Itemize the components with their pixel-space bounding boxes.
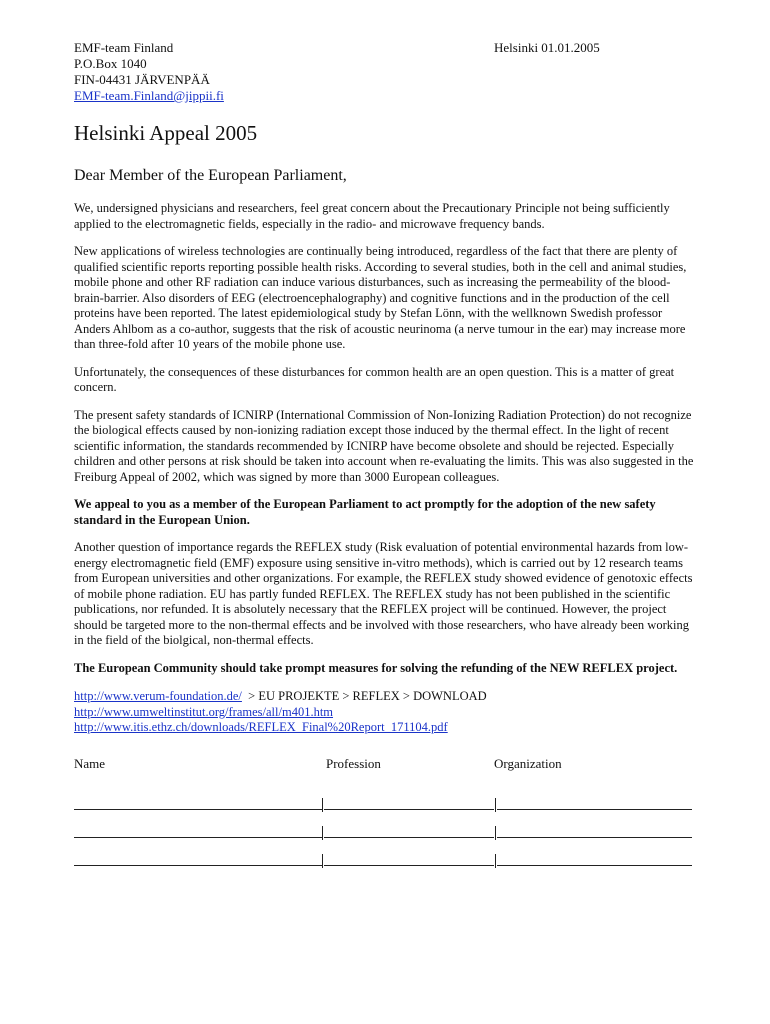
separator [322, 854, 323, 868]
paragraph-concern: We, undersigned physicians and researchers, feel great concern about the Precautionary Principle not being sufficiently applied to the electromagnetic fields, especially in the radio- and microwave frequency bands. [74, 201, 670, 231]
page-title: Helsinki Appeal 2005 [74, 121, 258, 145]
paragraph-wireless: New applications of wireless technologies are continually being introduced, regardless of the fact that there are plenty of qualified scientific reports reporting possible health risks. According to several studies, both in the cell and animal studies, mobile phone and other RF radiation can induce various disturbances, such as increasing the permeability of the blood-brain-barrier. Also disorders of EEG (electroencephalography) and cognitive functions and in the production of the cell proteins have been reported. The latest epidemiological study by Stefan Lönn, with the wellknown Swedish professor Anders Ahlbom as a co-author, suggests that the risk of acoustic neurinoma (a nerve tumour in the ear) may increase more than three-fold after 10 years of the mobile phone use. [74, 244, 687, 351]
separator [322, 826, 323, 840]
column-name: Name [74, 755, 106, 771]
sender-name: EMF-team Finland [74, 40, 174, 55]
verum-path: > EU PROJEKTE > REFLEX > DOWNLOAD [241, 689, 487, 703]
organization-line[interactable] [497, 836, 692, 838]
profession-line[interactable] [324, 864, 494, 866]
name-line[interactable] [74, 864, 322, 866]
umweltinstitut-link[interactable]: http://www.umweltinstitut.org/frames/all/m401.htm [74, 704, 334, 719]
column-profession: Profession [326, 755, 381, 771]
reference-line-2 [74, 705, 700, 721]
reference-line-1 [74, 689, 700, 705]
separator [322, 798, 323, 812]
separator [495, 798, 496, 812]
signature-row[interactable] [74, 790, 700, 810]
separator [495, 826, 496, 840]
paragraph-icnirp: The present safety standards of ICNIRP (International Commission of Non-Ionizing Radiation Protection) do not recognize the biological effects caused by non-ionizing radiation except those induced by the thermal effect. In the light of recent scientific information, the standards recommended by ICNIRP have become obsolete and should be rejected. Especially children and other persons at risk should be taken into account when re-evaluating the limits. This was also suggested in the Freiburg Appeal of 2002, which was signed by more than 3000 European colleagues. [74, 407, 694, 484]
signature-row[interactable] [74, 846, 700, 866]
refunding-statement: The European Community should take prompt measures for solving the refunding of the NEW REFLEX project. [74, 660, 678, 675]
letter-date: Helsinki 01.01.2005 [494, 40, 600, 55]
organization-line[interactable] [497, 808, 692, 810]
salutation: Dear Member of the European Parliament, [74, 167, 347, 184]
signature-row[interactable] [74, 818, 700, 838]
organization-line[interactable] [497, 864, 692, 866]
profession-line[interactable] [324, 808, 494, 810]
sender-email-link[interactable]: EMF-team.Finland@jippii.fi [74, 88, 224, 103]
column-organization: Organization [494, 755, 562, 771]
name-line[interactable] [74, 836, 322, 838]
reference-links [74, 689, 700, 736]
paragraph-consequences: Unfortunately, the consequences of these disturbances for common health are an open question. This is a matter of great concern. [74, 364, 675, 394]
sender-postal: FIN-04431 JÄRVENPÄÄ [74, 72, 210, 87]
signature-columns [74, 756, 700, 772]
sender-header [74, 40, 700, 104]
appeal-statement: We appeal to you as a member of the European Parliament to act promptly for the adoption of the new safety standard in the European Union. [74, 497, 656, 527]
letter [74, 40, 700, 866]
itis-report-link[interactable]: http://www.itis.ethz.ch/downloads/REFLEX_Final%20Report_171104.pdf [74, 720, 448, 734]
sender-po-box: P.O.Box 1040 [74, 56, 147, 71]
paragraph-reflex: Another question of importance regards the REFLEX study (Risk evaluation of potential environmental hazards from low-energy electromagnetic field (EMF) exposure using sensitive in-vitro methods), which is carried out by 12 research teams from European universities and other organizations. For example, the REFLEX study showed evidence of genotoxic effects of mobile phone radiation. EU has partly funded REFLEX. The REFLEX study has not been published in the scientific publications, nor refunded. It is absolutely necessary that the REFLEX project will be continued. However, the project should be targeted more to the non-thermal effects and be involved with those researchers, who have already been working in the field of the biolgical, non-thermal effects. [74, 540, 693, 647]
name-line[interactable] [74, 808, 322, 810]
verum-foundation-link[interactable]: http://www.verum-foundation.de/ [74, 689, 242, 703]
separator [495, 854, 496, 868]
reference-line-3 [74, 720, 700, 736]
profession-line[interactable] [324, 836, 494, 838]
